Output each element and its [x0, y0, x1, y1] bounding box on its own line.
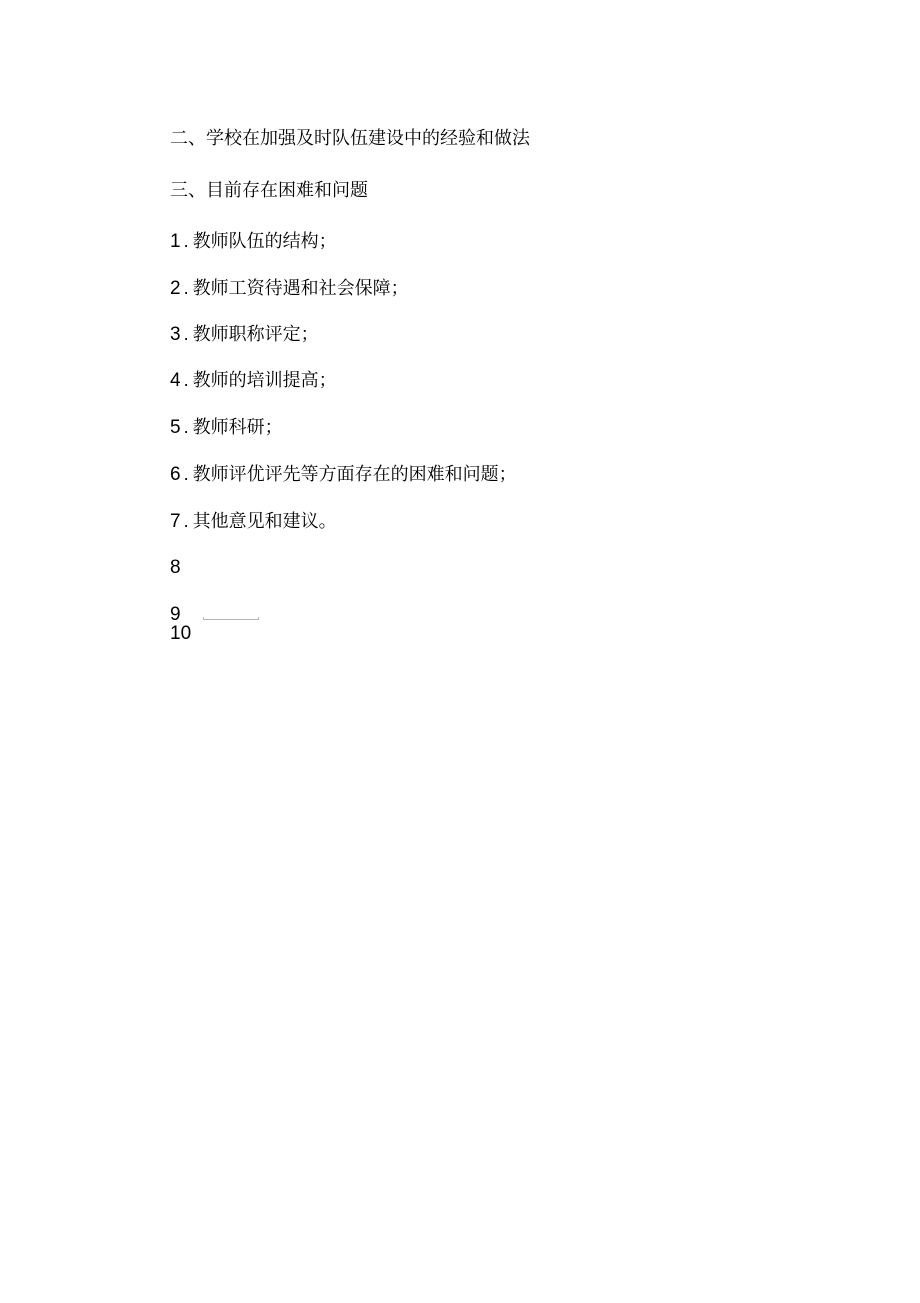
list-item-separator: . [183, 370, 189, 390]
list-item-number: 6 [170, 464, 181, 485]
list-item [170, 229, 337, 254]
empty-list-item [170, 622, 191, 646]
blank-fill-field[interactable] [203, 617, 259, 620]
list-item-text: 其他意见和建议。 [192, 511, 337, 532]
list-item-number: 5 [170, 417, 181, 438]
empty-list-item [170, 556, 181, 580]
list-item [170, 462, 517, 487]
list-item-separator: . [183, 417, 189, 437]
list-item-separator: . [183, 464, 189, 484]
list-item-text: 教师职称评定； [192, 324, 319, 345]
list-item-number: 9 [170, 604, 181, 625]
list-item-number: 4 [170, 370, 181, 391]
list-item-number: 8 [170, 557, 181, 578]
list-item-text: 教师工资待遇和社会保障； [192, 278, 409, 299]
list-item-separator: . [183, 231, 189, 251]
section-heading-3-text: 三、目前存在困难和问题 [170, 180, 368, 201]
list-item-number: 3 [170, 324, 181, 345]
list-item-text: 教师的培训提高； [192, 370, 337, 391]
list-item [170, 415, 283, 440]
section-heading-3 [170, 179, 368, 203]
list-item-number: 2 [170, 278, 181, 299]
list-item-separator: . [183, 278, 189, 298]
list-item-text: 教师队伍的结构； [192, 231, 337, 252]
list-item-number: 1 [170, 231, 181, 252]
list-item-text: 教师评优评先等方面存在的困难和问题； [192, 464, 517, 485]
list-item [170, 509, 337, 534]
list-item [170, 322, 319, 347]
list-item-text: 教师科研； [192, 417, 283, 438]
list-item [170, 368, 337, 393]
list-item-separator: . [183, 511, 189, 531]
list-item-number: 7 [170, 511, 181, 532]
section-heading-2 [170, 127, 530, 151]
list-item-separator: . [183, 324, 189, 344]
list-item [170, 276, 409, 301]
section-heading-2-text: 二、学校在加强及时队伍建设中的经验和做法 [170, 128, 530, 149]
list-item-number: 10 [170, 623, 192, 644]
